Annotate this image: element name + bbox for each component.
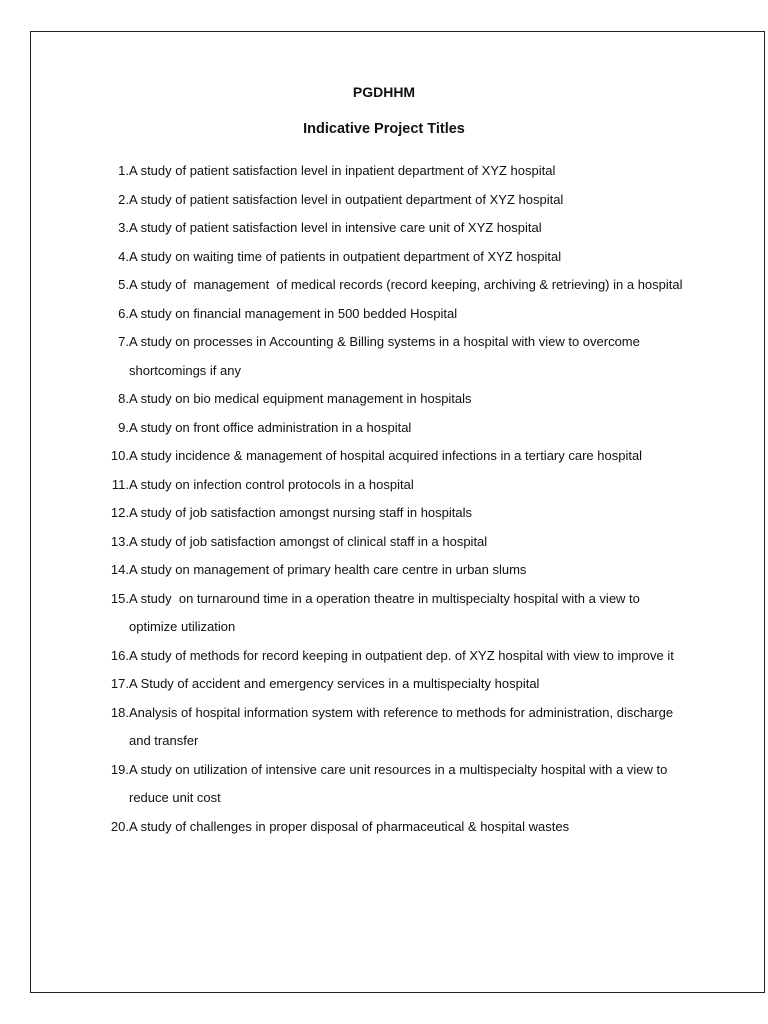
list-item bbox=[90, 271, 690, 300]
list-item bbox=[90, 756, 690, 813]
item-text: A study on front office administration in a hospital bbox=[129, 419, 412, 435]
item-number: 11. bbox=[111, 476, 129, 492]
item-number: 19. bbox=[110, 761, 129, 777]
item-text: A study of methods for record keeping in outpatient dep. of XYZ hospital with view to improve it bbox=[129, 647, 674, 663]
item-text: A study of job satisfaction amongst nursing staff in hospitals bbox=[129, 505, 473, 520]
item-number: 12. bbox=[110, 505, 129, 520]
list-item bbox=[90, 157, 690, 186]
list-item bbox=[90, 556, 690, 585]
item-text: A study on utilization of intensive care unit resources in a multispecialty hospital with a view to reduce unit cost bbox=[129, 761, 671, 805]
list-item bbox=[90, 670, 690, 699]
list-item bbox=[90, 243, 690, 272]
item-number: 18. bbox=[110, 704, 129, 720]
list-item bbox=[90, 442, 690, 471]
item-number: 3. bbox=[118, 220, 129, 235]
item-text: Analysis of hospital information system with reference to methods for administration, discharge and transfer bbox=[129, 704, 677, 748]
item-text: A study of patient satisfaction level in inpatient department of XYZ hospital bbox=[129, 163, 556, 178]
item-text: A study incidence & management of hospital acquired infections in a tertiary care hospital bbox=[129, 448, 643, 463]
list-item bbox=[90, 499, 690, 528]
item-number: 9. bbox=[118, 419, 129, 435]
item-number: 15. bbox=[110, 590, 129, 606]
list-item bbox=[90, 585, 690, 642]
item-number: 20. bbox=[110, 818, 129, 834]
item-text: A study of management of medical records (record keeping, archiving & retrieving) in a hospital bbox=[129, 277, 683, 292]
item-text: A study on waiting time of patients in outpatient department of XYZ hospital bbox=[129, 248, 562, 264]
document-title: PGDHHM bbox=[352, 84, 416, 100]
list-item bbox=[90, 813, 690, 842]
list-item bbox=[90, 300, 690, 329]
item-number: 7. bbox=[118, 334, 129, 349]
item-number: 10. bbox=[110, 448, 129, 463]
item-number: 2. bbox=[118, 191, 129, 207]
item-text: A study on turnaround time in a operation theatre in multispecialty hospital with a view to optimize utilization bbox=[129, 590, 644, 634]
item-text: A study on infection control protocols in a hospital bbox=[129, 476, 414, 492]
item-text: A study of challenges in proper disposal of pharmaceutical & hospital wastes bbox=[129, 818, 570, 834]
list-item bbox=[90, 414, 690, 443]
item-number: 13. bbox=[110, 533, 129, 549]
item-number: 16. bbox=[110, 647, 129, 663]
list-item bbox=[90, 214, 690, 243]
item-number: 1. bbox=[118, 163, 129, 178]
item-text: A study on management of primary health care centre in urban slums bbox=[129, 562, 527, 577]
project-title-list bbox=[90, 157, 690, 841]
item-number: 4. bbox=[118, 248, 129, 264]
list-item bbox=[90, 699, 690, 756]
item-number: 14. bbox=[110, 562, 129, 577]
item-text: A study on bio medical equipment management in hospitals bbox=[129, 391, 472, 406]
item-text: A study of job satisfaction amongst of clinical staff in a hospital bbox=[129, 533, 488, 549]
item-number: 6. bbox=[118, 305, 129, 321]
list-item bbox=[90, 328, 690, 385]
item-text: A study of patient satisfaction level in outpatient department of XYZ hospital bbox=[129, 191, 564, 207]
item-text: A study on processes in Accounting & Billing systems in a hospital with view to overcome shortcomings if any bbox=[129, 334, 644, 378]
item-number: 8. bbox=[118, 391, 129, 406]
list-item bbox=[90, 385, 690, 414]
list-item bbox=[90, 528, 690, 557]
list-item bbox=[90, 642, 690, 671]
document-subtitle: Indicative Project Titles bbox=[303, 121, 465, 137]
list-item bbox=[90, 186, 690, 215]
item-text: A study on financial management in 500 bedded Hospital bbox=[129, 305, 458, 321]
item-number: 17. bbox=[110, 676, 129, 691]
item-text: A study of patient satisfaction level in intensive care unit of XYZ hospital bbox=[129, 220, 542, 235]
item-number: 5. bbox=[118, 277, 129, 292]
list-item bbox=[90, 471, 690, 500]
item-text: A Study of accident and emergency services in a multispecialty hospital bbox=[129, 676, 540, 691]
